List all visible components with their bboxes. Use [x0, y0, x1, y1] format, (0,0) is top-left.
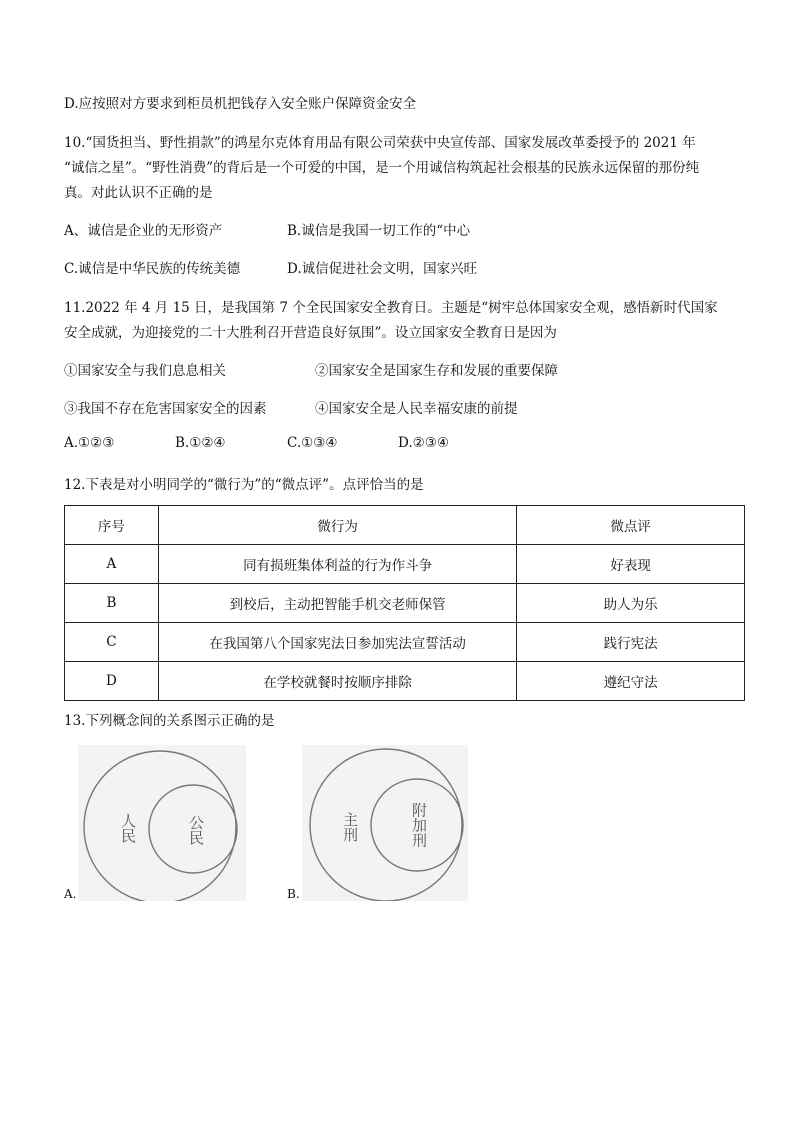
q13-stem: 13.下列概念间的关系图示正确的是	[64, 713, 275, 729]
row-b-behavior: 到校后，主动把智能手机交老师保管	[158, 584, 516, 623]
q13-figure-a-label: A.	[64, 887, 77, 901]
row-c-behavior: 在我国第八个国家宪法日参加宪法宣誓活动	[158, 623, 516, 662]
q11-option-a: A.①②③	[64, 435, 115, 451]
header-cell-number: 序号	[65, 506, 159, 545]
header-cell-comment: 微点评	[517, 506, 745, 545]
q11-option-b: B.①②④	[175, 435, 226, 451]
header-cell-behavior: 微行为	[158, 506, 516, 545]
q13-figure-b-label: B.	[287, 887, 300, 901]
row-d-behavior: 在学校就餐时按顺序排除	[158, 662, 516, 701]
row-b-number: B	[65, 584, 159, 623]
table-row	[65, 623, 745, 662]
q10-stem-line-3: 真。对此认识不正确的是	[64, 185, 213, 201]
q12-stem: 12.下表是对小明同学的“微行为”的“微点评”。点评恰当的是	[64, 477, 424, 493]
table-header-row	[65, 506, 745, 545]
row-c-number: C	[65, 623, 159, 662]
figure-b-inner-label: 附加刑	[410, 802, 428, 848]
q11-item-3: ③我国不存在危害国家安全的因素	[64, 401, 267, 417]
row-d-comment: 遵纪守法	[517, 662, 745, 701]
q11-item-4: ④国家安全是人民幸福安康的前提	[315, 401, 518, 417]
row-d-number: D	[65, 662, 159, 701]
row-a-number: A	[65, 545, 159, 584]
row-c-comment: 践行宪法	[517, 623, 745, 662]
q11-option-c: C.①③④	[287, 435, 338, 451]
q10-option-c: C.诚信是中华民族的传统美德	[64, 261, 241, 277]
q10-option-a: A、诚信是企业的无形资产	[64, 223, 223, 239]
q10-option-d: D.诚信促进社会文明，国家兴旺	[287, 261, 478, 277]
q13-figure-b	[302, 745, 468, 901]
q9-option-d: D.应按照对方要求到柜员机把钱存入安全账户保障资金安全	[64, 96, 417, 112]
figure-a-inner-label: 公民	[187, 815, 205, 845]
figure-b-outer-label: 主刑	[341, 812, 359, 842]
q11-option-d: D.②③④	[398, 435, 449, 451]
row-b-comment: 助人为乐	[517, 584, 745, 623]
figure-b-background	[302, 745, 468, 901]
q11-stem-line-2: 安全成就，为迎接党的二十大胜利召开营造良好氛围”。设立国家安全教育日是因为	[64, 325, 557, 341]
q10-stem-line-1: 10.“国货担当、野性捐款”的鸿星尔克体育用品有限公司荣获中央宣传部、国家发展改革委授予的 2021 年	[64, 135, 696, 151]
table-row	[65, 545, 745, 584]
q11-stem-line-1: 11.2022 年 4 月 15 日，是我国第 7 个全民国家安全教育日。主题是“树牢总体国家安全观，感悟新时代国家	[64, 300, 718, 316]
q10-option-b: B.诚信是我国一切工作的“中心	[287, 223, 471, 239]
q11-item-2: ②国家安全是国家生存和发展的重要保障	[315, 363, 558, 379]
table-row	[65, 662, 745, 701]
row-a-comment: 好表现	[517, 545, 745, 584]
table-row	[65, 584, 745, 623]
q10-stem-line-2: “诚信之星”。“野性消费”的背后是一个可爱的中国，是一个用诚信构筑起社会根基的民族永远保留的那份纯	[64, 160, 700, 176]
q13-figure-a	[78, 745, 246, 901]
q12-table	[64, 505, 745, 701]
row-a-behavior: 同有损班集体利益的行为作斗争	[158, 545, 516, 584]
figure-a-outer-label: 人民	[119, 813, 137, 843]
q11-item-1: ①国家安全与我们息息相关	[64, 363, 226, 379]
